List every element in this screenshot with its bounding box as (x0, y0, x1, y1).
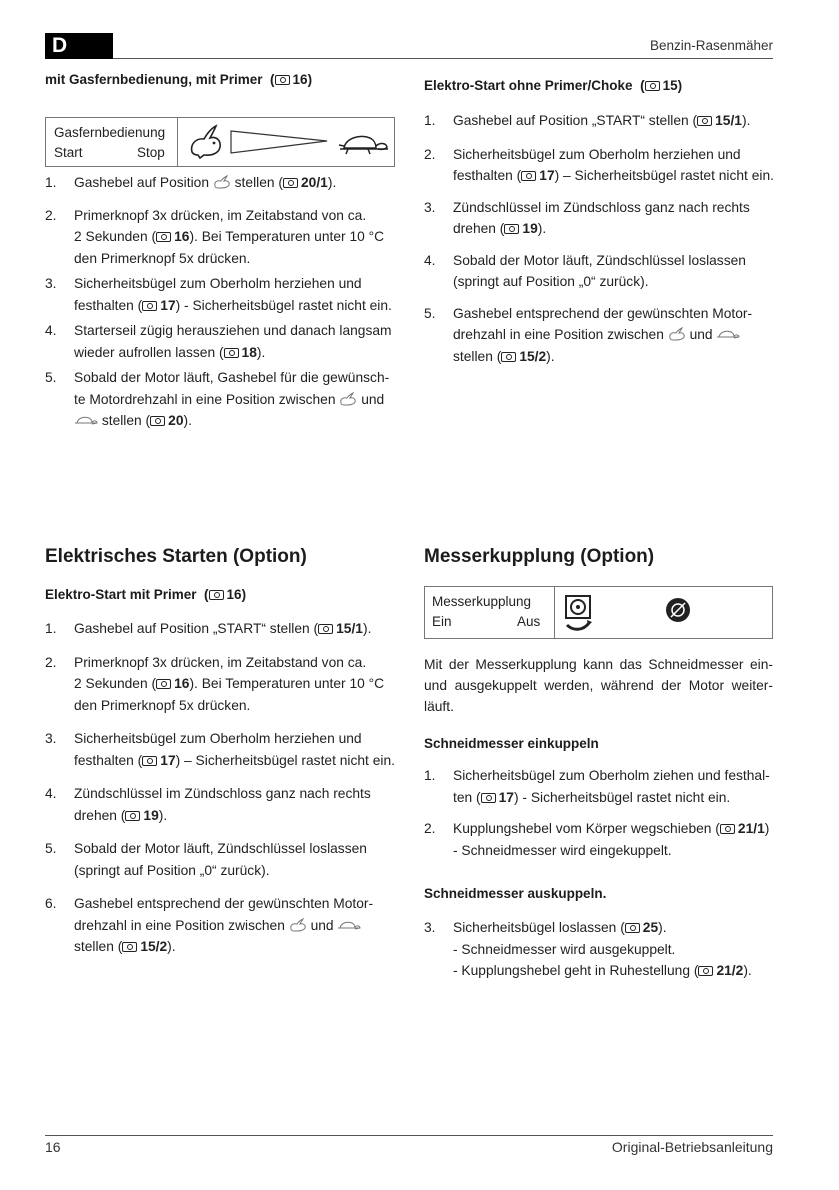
electric-primer-steps (45, 618, 405, 958)
blade-clutch-on: Ein (432, 614, 452, 629)
header-rule (113, 58, 773, 59)
figure-ref: 15 (662, 78, 678, 93)
section-title-engage: Schneidmesser einkuppeln (424, 736, 599, 751)
gas-remote-stop: Stop (137, 145, 165, 160)
blade-clutch-box (424, 586, 773, 639)
figure-ref: 16 (226, 587, 242, 602)
turtle-icon (74, 415, 98, 427)
turtle-icon (338, 130, 390, 158)
list-item: 2. Primerknopf 3x drücken, im Zeitabstand von ca. 2 Sekunden ( 16). Bei Temperaturen unter 10 °C den Primerknopf 5x drücken. (45, 207, 385, 266)
list-item: 5. Sobald der Motor läuft, Zündschlüssel loslassen (springt auf Position „0“ zurück). (45, 841, 367, 878)
engage-steps (424, 765, 784, 861)
box-divider (177, 118, 178, 166)
list-item: 1. Gashebel auf Position „START“ stellen ( 15/1). (45, 621, 372, 636)
list-item: 4. Zündschlüssel im Zündschloss ganz nach rechts drehen ( 19). (45, 786, 371, 823)
list-item: 1. Sicherheitsbügel zum Oberholm ziehen und festhal- ten ( 17) - Sicherheitsbügel rastet nicht ein. (424, 768, 770, 805)
turtle-icon (716, 329, 740, 341)
list-item: 3. Sicherheitsbügel loslassen ( 25). - Schneidmesser wird ausgekuppelt. - Kupplungshebel geht in Ruhestellung ( 21/2). (424, 920, 752, 978)
box-divider (554, 587, 555, 638)
gas-remote-steps (45, 172, 405, 432)
figure-ref-icon (209, 590, 224, 600)
rabbit-icon (339, 392, 357, 406)
header-language: D (52, 34, 68, 57)
section-title-text: Elektro-Start ohne Primer/Choke (424, 78, 633, 93)
section-title-text: Elektro-Start mit Primer (45, 587, 197, 602)
page-number: 16 (45, 1139, 61, 1155)
gas-remote-label: Gasfernbedienung (54, 125, 166, 140)
list-item: 5. Sobald der Motor läuft, Gashebel für die gewünsch- te Motordrehzahl in eine Position zwischen und stellen ( 20). (45, 370, 390, 428)
blade-clutch-label: Messerkupplung (432, 594, 532, 609)
rabbit-icon (668, 327, 686, 341)
figure-ref: 16 (292, 72, 308, 87)
list-item: 3. Sicherheitsbügel zum Oberholm herziehen und festhalten ( 17) – Sicherheitsbügel rastet nicht ein. (45, 731, 395, 768)
section-title-electric-primer: Elektro-Start mit Primer ( 16) (45, 587, 247, 602)
gas-remote-box (45, 117, 395, 167)
footer-rule (45, 1135, 773, 1136)
rabbit-icon (213, 175, 231, 189)
rabbit-icon (186, 122, 226, 162)
electric-no-primer-steps (424, 110, 784, 367)
blade-engage-icon (563, 593, 595, 633)
figure-ref-icon (275, 75, 290, 85)
section-title-text: mit Gasfernbedienung, mit Primer (45, 72, 263, 87)
gas-remote-start: Start (54, 145, 83, 160)
list-item: 2. Kupplungshebel vom Körper wegschieben ( 21/1) - Schneidmesser wird eingekuppelt. (424, 821, 770, 858)
heading-electric-start: Elektrisches Starten (Option) (45, 546, 307, 567)
disengage-steps (424, 917, 784, 982)
list-item: 1. Gashebel auf Position stellen ( 20/1). (45, 175, 337, 190)
list-item: 4. Sobald der Motor läuft, Zündschlüssel loslassen (springt auf Position „0“ zurück). (424, 252, 746, 289)
list-item: 5. Gashebel entsprechend der gewünschten Motor- drehzahl in eine Position zwischen und stellen ( 15/2). (424, 305, 753, 364)
section-title-disengage: Schneidmesser auskuppeln. (424, 886, 607, 901)
wedge-icon (229, 127, 329, 157)
figure-ref-icon (645, 81, 660, 91)
section-title-electric-no-primer: Elektro-Start ohne Primer/Choke ( 15) (424, 78, 683, 93)
list-item: 3. Sicherheitsbügel zum Oberholm herziehen und festhalten ( 17) - Sicherheitsbügel rastet nicht ein. (45, 276, 392, 313)
section-title-gas-remote: mit Gasfernbedienung, mit Primer ( 16) (45, 72, 313, 87)
header-title: Benzin-Rasenmäher (649, 38, 773, 53)
list-item: 6. Gashebel entsprechend der gewünschten Motor- drehzahl in eine Position zwischen und stellen ( 15/2). (45, 896, 374, 954)
list-item: 4. Starterseil zügig herausziehen und danach langsam wieder aufrollen lassen ( 18). (45, 323, 392, 360)
list-item: 3. Zündschlüssel im Zündschloss ganz nach rechts drehen ( 19). (424, 199, 750, 236)
list-item: 1. Gashebel auf Position „START“ stellen ( 15/1). (424, 113, 751, 128)
list-item: 2. Primerknopf 3x drücken, im Zeitabstand von ca. 2 Sekunden ( 16). Bei Temperaturen unter 10 °C den Primerknopf 5x drücken. (45, 654, 385, 713)
blade-clutch-off: Aus (517, 614, 541, 629)
list-item: 2. Sicherheitsbügel zum Oberholm herziehen und festhalten ( 17) – Sicherheitsbügel rastet nicht ein. (424, 146, 774, 183)
turtle-icon (337, 920, 361, 932)
heading-blade-clutch: Messerkupplung (Option) (424, 546, 655, 567)
blade-clutch-intro: Mit der Messerkupplung kann das Schneidmesser ein- und ausgekuppelt werden, während der Motor weiter- läuft. (424, 657, 773, 714)
footer-title: Original-Betriebsanleitung (611, 1139, 773, 1155)
rabbit-icon (289, 918, 307, 932)
blade-disengage-icon (663, 595, 693, 625)
